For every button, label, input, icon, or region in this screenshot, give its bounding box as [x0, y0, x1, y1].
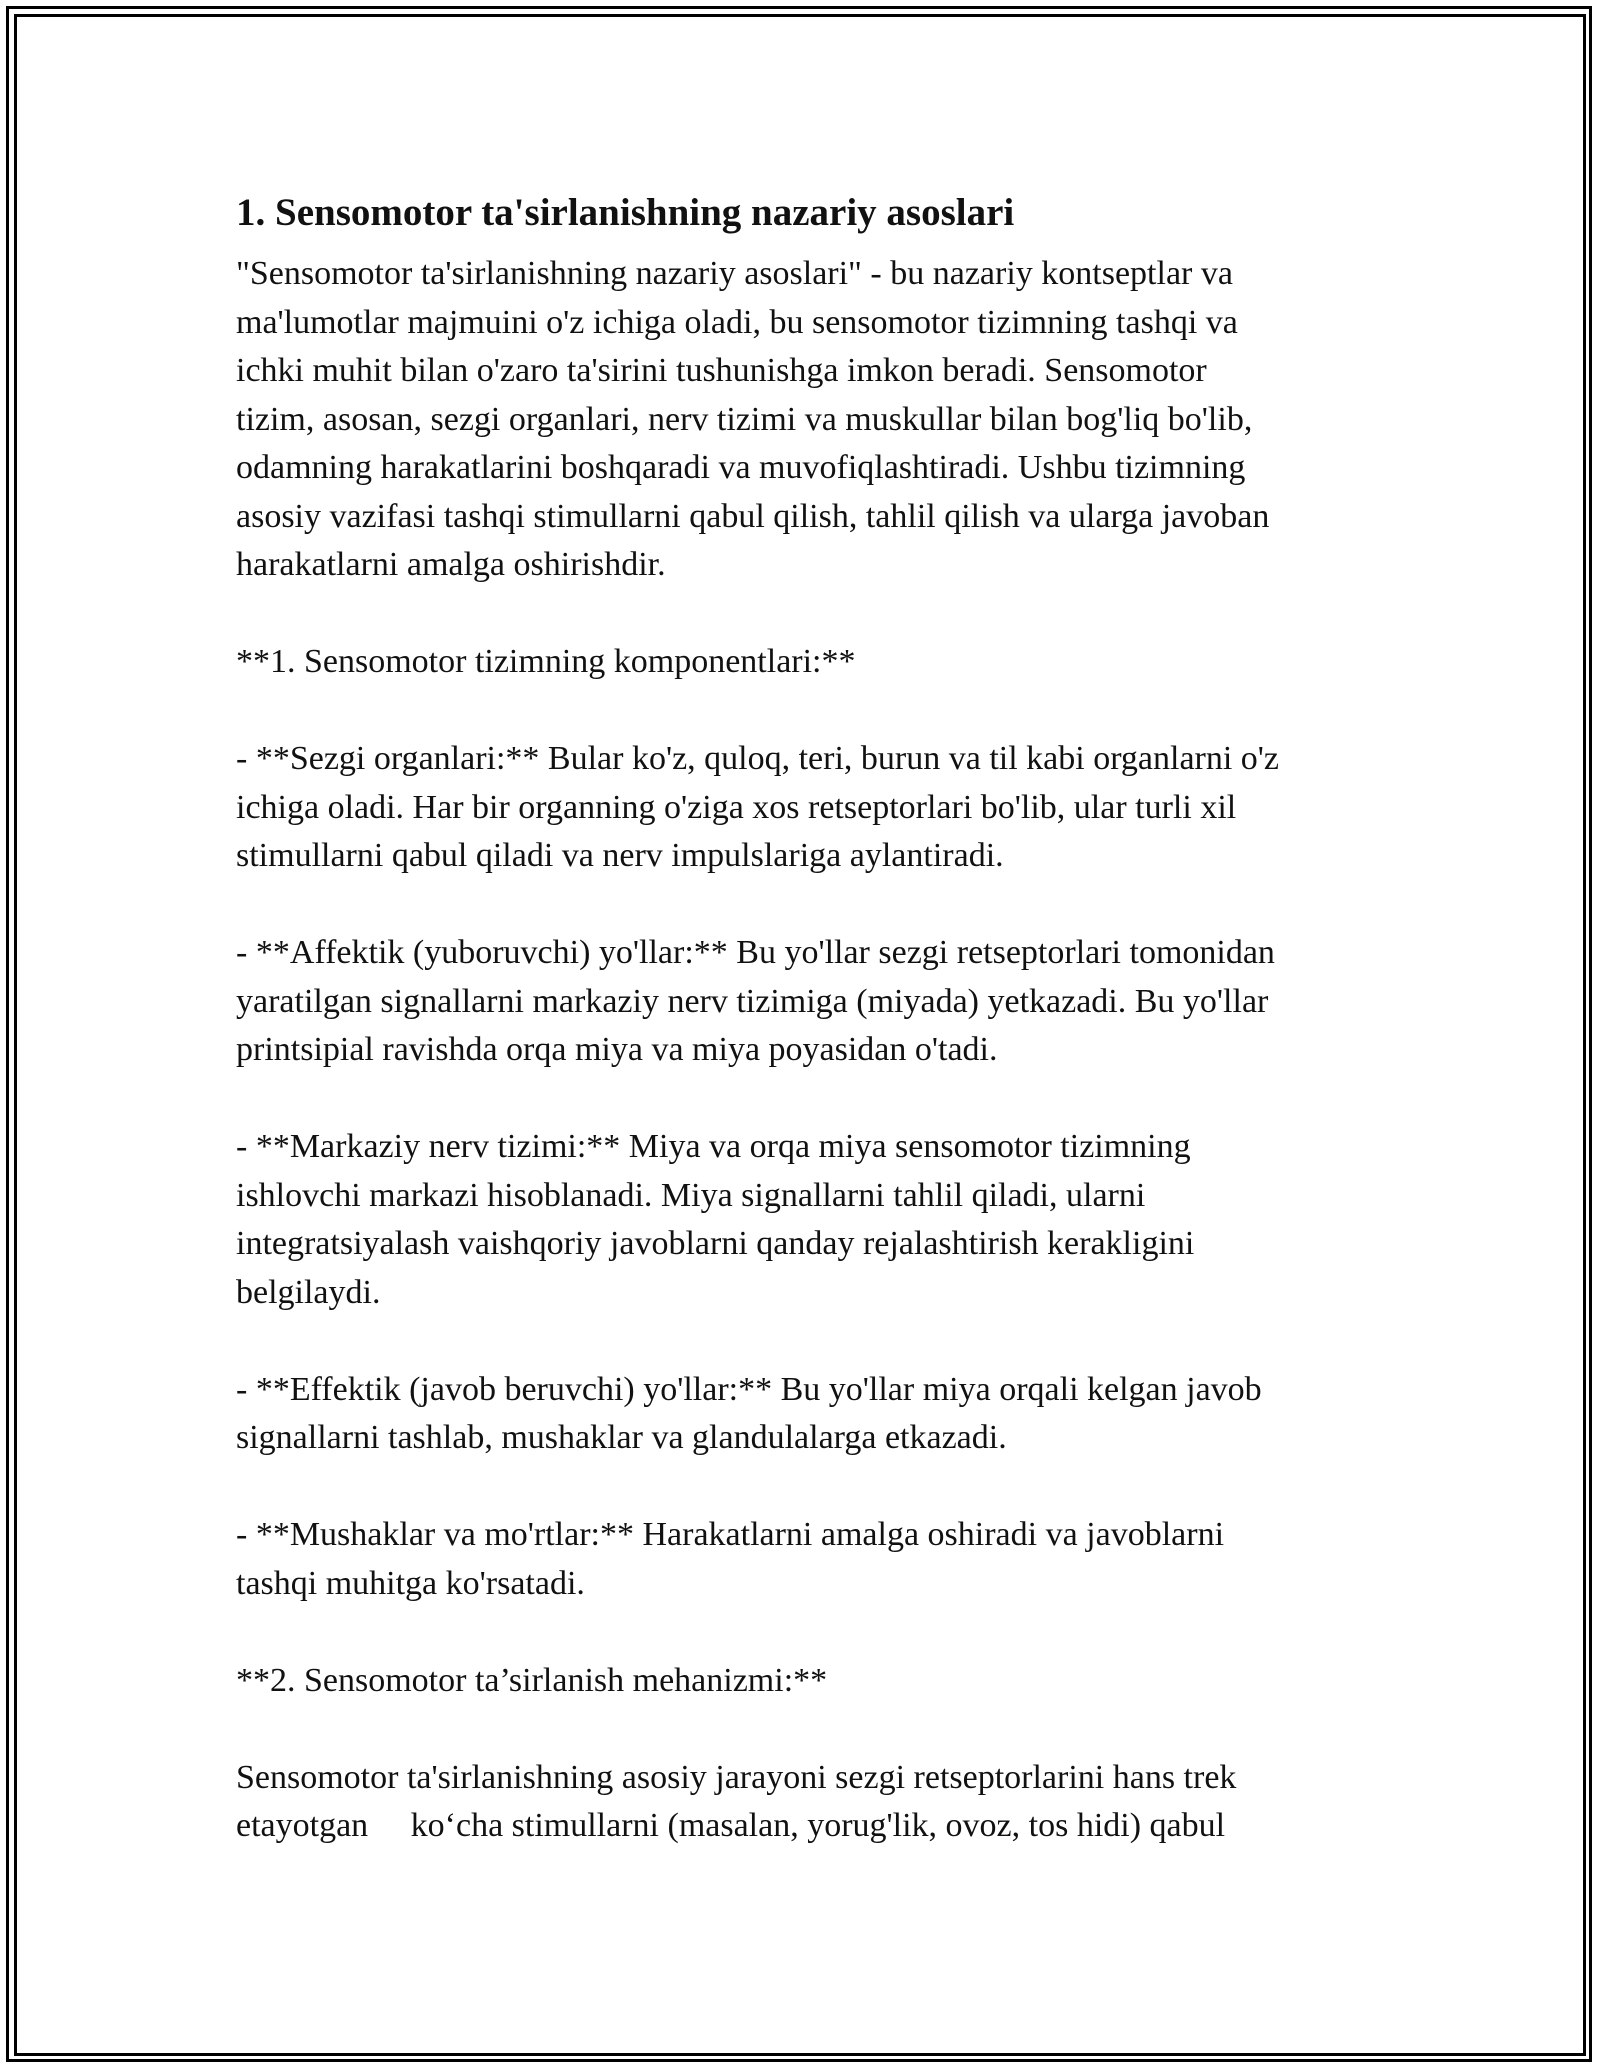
list-item-efferent-pathways: - **Effektik (javob beruvchi) yo'llar:** Bu yo'llar miya orqali kelgan javob signallarni tashlab, mushaklar va glandulalarga etkazadi.	[236, 1370, 1262, 1456]
document-page	[236, 184, 1396, 1851]
paragraph-gap	[236, 590, 1396, 639]
mechanism-paragraph: Sensomotor ta'sirlanishning asosiy jarayoni sezgi retseptorlarini hans trek etayotgan ko‘cha stimullarni (masalan, yorug'lik, ovoz, tos hidi) qabul	[236, 1758, 1237, 1844]
list-item-central-nervous-system: - **Markaziy nerv tizimi:** Miya va orqa miya sensomotor tizimning ishlovchi markazi hisoblanadi. Miya signallarni tahlil qiladi, ularni integratsiyalash vaishqoriy javoblarni qanday rejalashtirish kerakligini belgilaydi.	[236, 1128, 1195, 1311]
paragraph-gap	[236, 1075, 1396, 1124]
paragraph-gap	[236, 1705, 1396, 1754]
subheading-mechanism: **2. Sensomotor ta’sirlanish mehanizmi:**	[236, 1661, 828, 1699]
intro-paragraph: "Sensomotor ta'sirlanishning nazariy asoslari" - bu nazariy kontseptlar va ma'lumotlar majmuini o'z ichiga oladi, bu sensomotor tizimning tashqi va ichki muhit bilan o'zaro ta'sirini tushunishga imkon beradi. Sensomotor tizim, asosan, sezgi organlari, nerv tizimi va muskullar bilan bog'liq bo'lib, odamning harakatlarini boshqaradi va muvofiqlashtiradi. Ushbu tizimning asosiy vazifasi tashqi stimullarni qabul qilish, tahlil qilish va ularga javoban harakatlarni amalga oshirishdir.	[236, 255, 1270, 583]
paragraph-gap	[236, 687, 1396, 736]
list-item-muscles: - **Mushaklar va mo'rtlar:** Harakatlarni amalga oshiradi va javoblarni tashqi muhitga ko'rsatadi.	[236, 1516, 1225, 1602]
section-heading: 1. Sensomotor ta'sirlanishning nazariy asoslari	[236, 191, 1015, 234]
list-item-afferent-pathways: - **Affektik (yuboruvchi) yo'llar:** Bu yo'llar sezgi retseptorlari tomonidan yaratilgan signallarni markaziy nerv tizimiga (miyada) yetkazadi. Bu yo'llar printsipial ravishda orqa miya va miya poyasidan o'tadi.	[236, 934, 1275, 1068]
list-item-sense-organs: - **Sezgi organlari:** Bular ko'z, quloq, teri, burun va til kabi organlarni o'z ichiga oladi. Har bir organning o'ziga xos retseptorlari bo'lib, ular turli xil stimullarni qabul qiladi va nerv impulslariga aylantiradi.	[236, 740, 1280, 874]
paragraph-gap	[236, 881, 1396, 930]
paragraph-gap	[236, 1463, 1396, 1512]
paragraph-gap	[236, 1608, 1396, 1657]
paragraph-gap	[236, 1317, 1396, 1366]
subheading-components: **1. Sensomotor tizimning komponentlari:**	[236, 643, 856, 680]
